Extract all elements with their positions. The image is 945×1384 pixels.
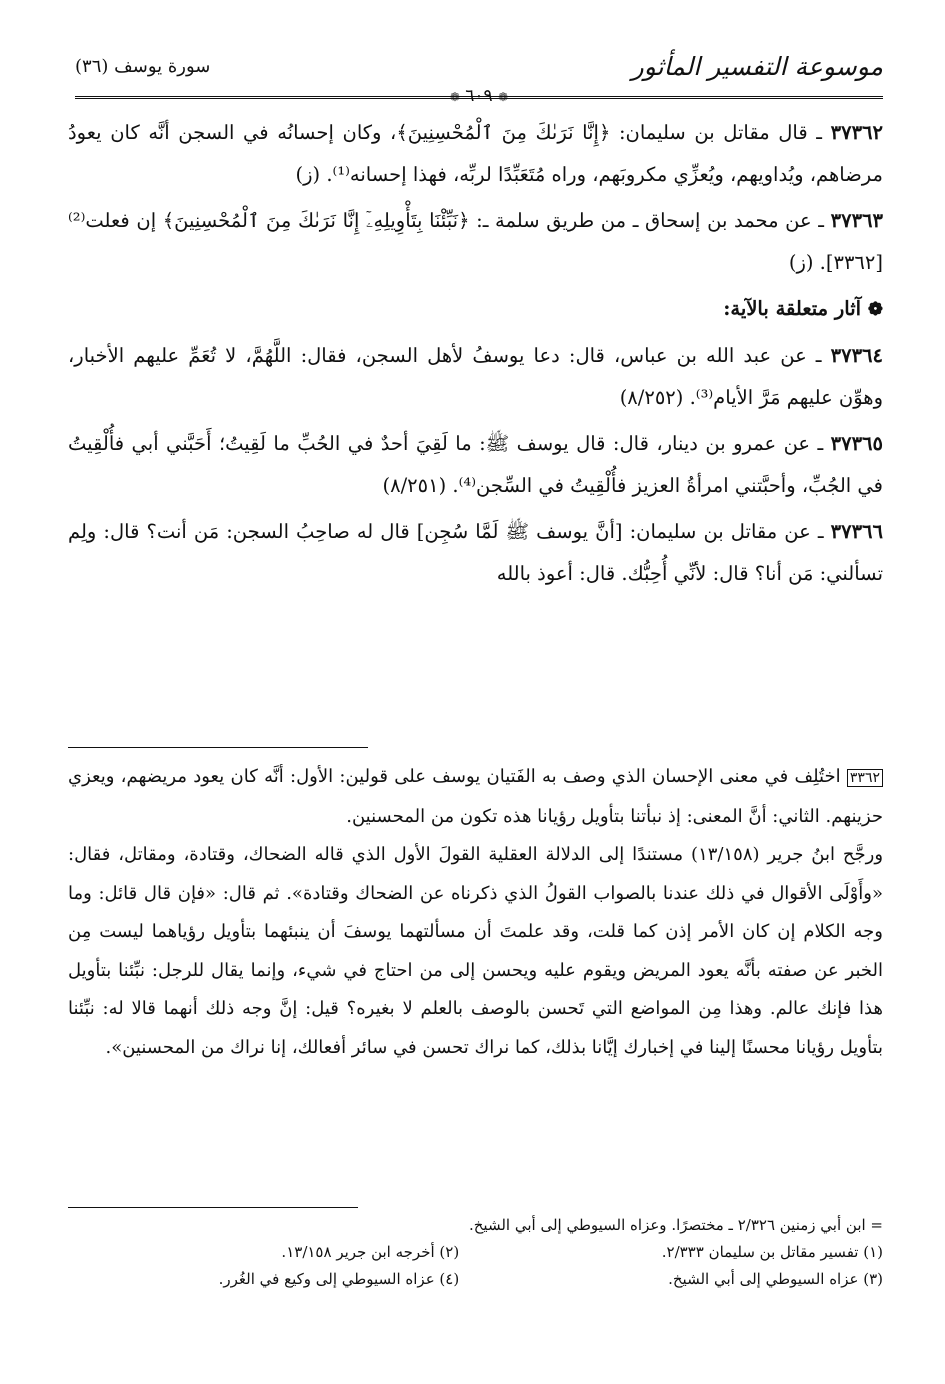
commentary [68, 758, 883, 1067]
commentary-paragraph [68, 758, 883, 836]
page-number: ٦٠٩ [465, 86, 493, 106]
surah-label: سورة يوسف (٣٦) [75, 56, 211, 77]
entry-text: ـ قال مقاتل بن سليمان: ﴿إِنَّا نَرَىٰكَ مِنَ ٱلْمُحْسِنِينَ﴾، وكان إحسانُه في السجن أنَّه كان يعودُ مرضاهم، ويُداويهم، ويُعزِّي مكروبَهم، وراه مُتَعَبِّدًا لربِّه، فهذا إحسانه⁽¹⁾. (ز) [68, 121, 883, 186]
footnotes [68, 1212, 883, 1293]
footnote-rule [68, 1207, 358, 1208]
footnote-row [68, 1266, 883, 1293]
entry [68, 112, 883, 196]
footnote-continued: = ابن أبي زمنين ٢/٣٢٦ ـ مختصرًا. وعزاه السيوطي إلى أبي الشيخ. [468, 1216, 883, 1234]
entry [68, 423, 883, 507]
commentary-rule [68, 747, 368, 748]
commentary-text: اختُلِف في معنى الإحسان الذي وصف به الفَتيان يوسف على قولين: الأول: أنَّه كان يعود مريضهم، ويعزي حزينهم. الثاني: أنَّ المعنى: إذ نبأتنا بتأويل رؤيانا هذه تكون من المحسنين. [68, 766, 883, 827]
entry-number: ٣٧٣٦٦ [830, 520, 884, 543]
entry-text: ـ عن عبد الله بن عباس، قال: دعا يوسفُ لأهل السجن، فقال: اللَّهُمَّ، لا تُعَمِّ عليهم الأخبار، وهوِّن عليهم مَرَّ الأيام⁽³⁾. (٨/٢٥٢) [68, 344, 883, 409]
entry-text: ـ عن محمد بن إسحاق ـ من طريق سلمة ـ: ﴿نَبِّئْنَا بِتَأْوِيلِهِۦٓ إِنَّا نَرَىٰكَ مِنَ ٱلْمُحْسِنِينَ﴾ إن فعلت⁽²⁾[٣٣٦٢]. (ز) [68, 209, 883, 274]
footnote: (٤) عزاه السيوطي إلى وكيع في الغُرر. [218, 1270, 460, 1288]
main-text [68, 112, 883, 599]
book-title: موسوعة التفسير المأثور [631, 52, 883, 81]
header-rule [75, 96, 883, 99]
page-header [75, 52, 883, 106]
section-heading-text: آثار متعلقة بالآية: [723, 297, 862, 320]
entry-number: ٣٧٣٦٣ [830, 209, 883, 232]
entry-number: ٣٧٣٦٤ [830, 344, 883, 367]
ornament-icon: ❁ [498, 90, 509, 104]
entry [68, 511, 883, 595]
section-heading [68, 288, 883, 331]
footnote-row [68, 1239, 883, 1266]
commentary-paragraph [68, 836, 883, 1067]
entry [68, 335, 883, 419]
entry [68, 200, 883, 284]
flower-icon: ❁ [867, 299, 883, 320]
footnote: (١) تفسير مقاتل بن سليمان ٢/٣٣٣. [661, 1243, 883, 1261]
ornament-icon: ❁ [449, 90, 460, 104]
commentary-text: ورجَّح ابنُ جرير (١٣/١٥٨) مستندًا إلى الدلالة العقلية القولَ الأول الذي قاله الضحاك، وقتادة، ومقاتل، فقال: «وأَوْلَى الأقوال في ذلك عندنا بالصواب القولُ الذي ذكرناه عن الضحاك وقتادة». ثم قال: «فإن قال قائل: وما وجه الكلام إن كان الأمر إذن كما قلت، وقد علمتَ أن مسألتهما يوسفَ أن ينبئهما بتأويل رؤياهما ليست مِن الخبر عن صفته بأنَّه يعود المريض ويقوم عليه ويحسن إلى من احتاج في شيء، وإنما يقال للرجل: نبِّئنا بتأويل هذا فإنك عالم. وهذا مِن المواضع التي تَحسن بالوصف بالعلم لا بغيره؟ قيل: إنَّ وجه ذلك أنهما قالا له: نبِّئنا بتأويل رؤيانا محسنًا إلينا في إخبارك إيَّانا بذلك، كما نراك تحسن في سائر أفعالك، إنا نراك من المحسنين». [68, 844, 884, 1058]
entry-text: ـ عن عمرو بن دينار، قال: قال يوسف ﷺ: ما لَقِيَ أحدٌ في الحُبِّ ما لَقِيتُ؛ أَحَبَّني أبي فأُلْقِيتُ في الجُبِّ، وأحبَّتني امرأةُ العزيز فأُلْقِيتُ في السِّجن⁽⁴⁾. (٨/٢٥١) [68, 432, 883, 497]
commentary-ref-box: ٣٣٦٢ [847, 769, 883, 787]
entry-number: ٣٧٣٦٢ [830, 121, 883, 144]
footnote: (٣) عزاه السيوطي إلى أبي الشيخ. [668, 1270, 883, 1288]
entry-number: ٣٧٣٦٥ [830, 432, 883, 455]
entry-text: ـ عن مقاتل بن سليمان: [أنَّ يوسف ﷺ لَمَّا سُجِن] قال له صاحِبُ السجن: مَن أنت؟ قال: ولِم تسألني: مَن أنا؟ قال: لأنِّي أُحِبُّك. قال: أعوذ بالله [68, 520, 883, 585]
footnote: (٢) أخرجه ابن جرير ١٣/١٥٨. [281, 1243, 460, 1261]
